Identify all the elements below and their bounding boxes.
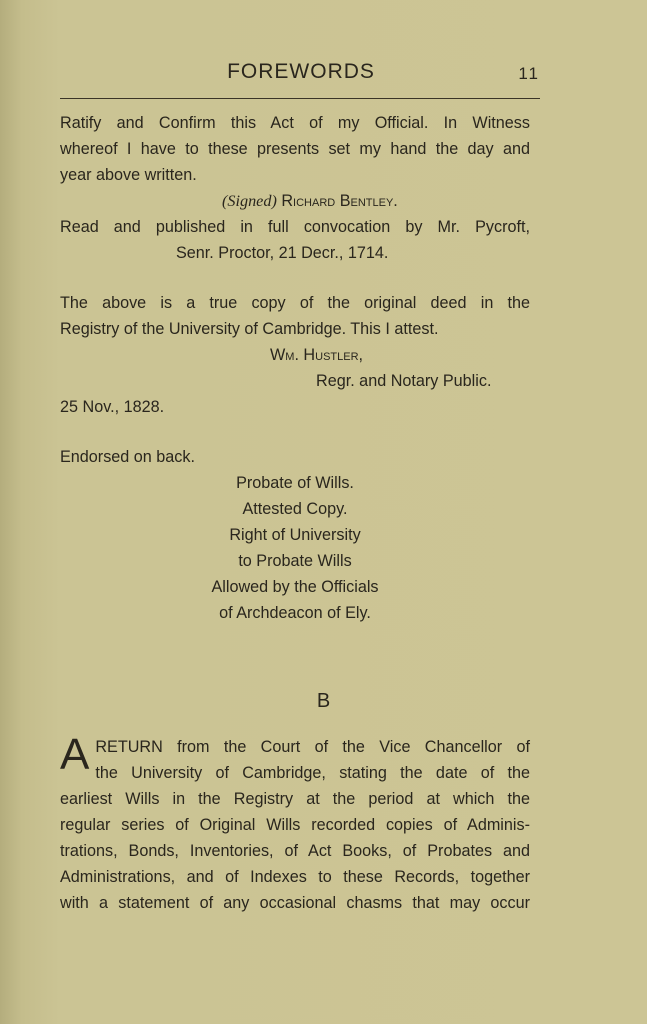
- endorsement-line: of Archdeacon of Ely.: [219, 604, 371, 622]
- endorsement-line: to Probate Wills: [238, 552, 352, 570]
- dropcap: A: [60, 730, 90, 779]
- endorsement-line: Allowed by the Officials: [211, 578, 379, 596]
- attestation-date: 25 Nov., 1828.: [60, 398, 165, 416]
- signatory-name: Richard Bentley.: [281, 192, 398, 210]
- section-b-paragraph-start: [60, 730, 530, 786]
- running-head: FOREWORDS: [227, 60, 375, 83]
- attestation-line: Registry of the University of Cambridge. This I attest.: [60, 320, 439, 338]
- attestor-title: Regr. and Notary Public.: [316, 372, 492, 390]
- endorsement-line: Attested Copy.: [242, 500, 348, 518]
- return-line: Administrations, and of Indexes to these Records, together: [60, 868, 530, 886]
- decree-line: Senr. Proctor, 21 Decr., 1714.: [176, 244, 389, 262]
- header-rule: [60, 98, 540, 99]
- decree-line: year above written.: [60, 166, 197, 184]
- decree-line: Read and published in full convocation by Mr. Pycroft,: [60, 218, 530, 236]
- section-letter: B: [316, 690, 331, 712]
- page-number: 11: [518, 64, 540, 83]
- endorsement-line: Right of University: [229, 526, 361, 544]
- return-line: the University of Cambridge, stating the date of the: [95, 764, 530, 782]
- attestation-line: The above is a true copy of the original deed in the: [60, 294, 530, 312]
- decree-line: Ratify and Confirm this Act of my Official. In Witness: [60, 114, 530, 132]
- endorsement-line: Probate of Wills.: [236, 474, 354, 492]
- return-line: trations, Bonds, Inventories, of Act Books, of Probates and: [60, 842, 530, 860]
- return-line: regular series of Original Wills recorded copies of Adminis-: [60, 816, 530, 834]
- page-header: [62, 60, 540, 92]
- signed-label: (Signed): [222, 192, 277, 210]
- attestor-name: Wm. Hustler,: [270, 346, 364, 364]
- signature-line: [222, 188, 542, 214]
- return-line: earliest Wills in the Registry at the period at which the: [60, 790, 530, 808]
- endorsement-heading: Endorsed on back.: [60, 448, 195, 466]
- decree-line: whereof I have to these presents set my hand the day and: [60, 140, 530, 158]
- return-line: with a statement of any occasional chasms that may occur: [60, 894, 530, 912]
- return-line: RETURN from the Court of the Vice Chancellor of: [95, 738, 530, 756]
